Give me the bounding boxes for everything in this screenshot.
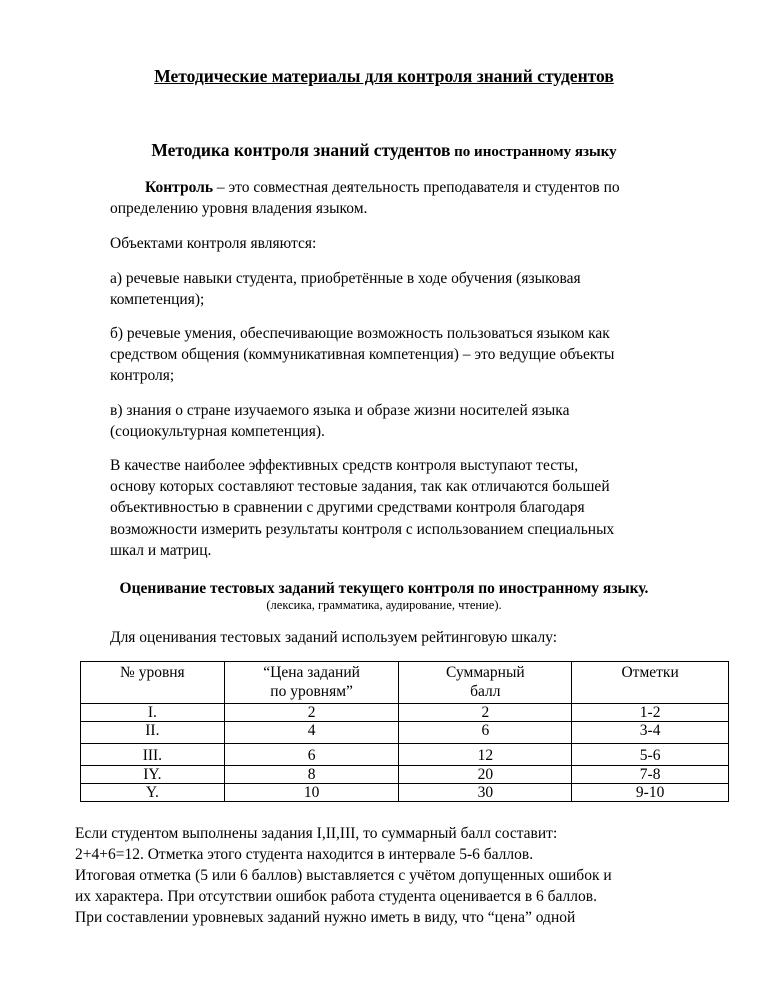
cell-sum: 12 [399,744,572,766]
cell-price: 2 [224,704,399,722]
tests-line2: основу которых составляют тестовые задания, так как отличаются большей [110,478,610,495]
conclusion-line4: их характера. При отсутствии ошибок работа студента оценивается в 6 баллов. [75,888,597,905]
item-b-line3: контроля; [110,367,175,384]
item-c-line2: (социокультурная компетенция). [110,423,325,440]
table-row [81,766,729,784]
section-title-main: Методика контроля знаний студентов [151,140,451,160]
tests-line3: объективностью в сравнении с другими средствами контроля благодаря [110,499,585,516]
control-definition-line2: определению уровня владения языком. [110,200,368,217]
cell-sum: 20 [399,766,572,784]
header-sum-line2: балл [470,683,501,700]
subsection-note: (лексика, грамматика, аудирование, чтение). [266,598,502,612]
header-marks: Отметки [572,662,729,704]
cell-marks: 5-6 [572,744,729,766]
control-definition-text: – это совместная деятельность преподавателя и студентов по [213,179,620,196]
table-row [81,744,729,766]
cell-price: 8 [224,766,399,784]
rating-scale-table [80,661,729,802]
section-title-suffix: по иностранному языку [450,144,617,160]
conclusion-line2: 2+4+6=12. Отметка этого студента находится в интервале 5-6 баллов. [75,846,534,863]
item-b-line2: средством общения (коммуникативная компетенция) – это ведущие объекты [110,346,615,363]
cell-level: II. [81,722,225,744]
conclusion-line5: При составлении уровневых заданий нужно иметь в виду, что “цена” одной [75,909,576,926]
header-price [224,662,399,704]
item-c-line1: в) знания о стране изучаемого языка и образе жизни носителей языка [110,402,570,419]
cell-price: 4 [224,722,399,744]
cell-marks: 7-8 [572,766,729,784]
cell-price: 10 [224,784,399,802]
header-sum-line1: Суммарный [446,664,525,681]
table-row [81,704,729,722]
header-price-line1: “Цена заданий [263,664,360,681]
tests-line1: В качестве наиболее эффективных средств контроля выступают тесты, [110,457,579,474]
header-price-line2: по уровням” [270,683,353,700]
item-a-line1: а) речевые навыки студента, приобретённые в ходе обучения (языковая [110,270,581,287]
table-row [81,722,729,744]
item-a-line2: компетенция); [110,291,205,308]
tests-line4: возможности измерить результаты контроля с использованием специальных [110,521,615,538]
header-sum [399,662,572,704]
header-level: № уровня [81,662,225,704]
cell-level: III. [81,744,225,766]
cell-sum: 2 [399,704,572,722]
table-header-row [81,662,729,704]
cell-marks: 1-2 [572,704,729,722]
cell-level: I. [81,704,225,722]
conclusion-line1: Если студентом выполнены задания I,II,III, то суммарный балл составит: [75,825,558,842]
conclusion-line3: Итоговая отметка (5 или 6 баллов) выставляется с учётом допущенных ошибок и [75,867,612,884]
scale-intro: Для оценивания тестовых заданий используем рейтинговую шкалу: [110,629,558,646]
cell-sum: 6 [399,722,572,744]
cell-level: Y. [81,784,225,802]
objects-intro: Объектами контроля являются: [110,235,317,252]
control-term: Контроль [145,179,214,196]
subsection-title: Оценивание тестовых заданий текущего контроля по иностранному языку. [119,580,649,597]
item-b-line1: б) речевые умения, обеспечивающие возможность пользоваться языком как [110,325,610,342]
cell-marks: 9-10 [572,784,729,802]
tests-line5: шкал и матриц. [110,542,212,559]
document-title: Методические материалы для контроля знаний студентов [154,66,614,86]
cell-sum: 30 [399,784,572,802]
table-row [81,784,729,802]
section-title [0,140,768,161]
control-definition-line1 [145,178,620,198]
cell-level: IY. [81,766,225,784]
cell-price: 6 [224,744,399,766]
cell-marks: 3-4 [572,722,729,744]
